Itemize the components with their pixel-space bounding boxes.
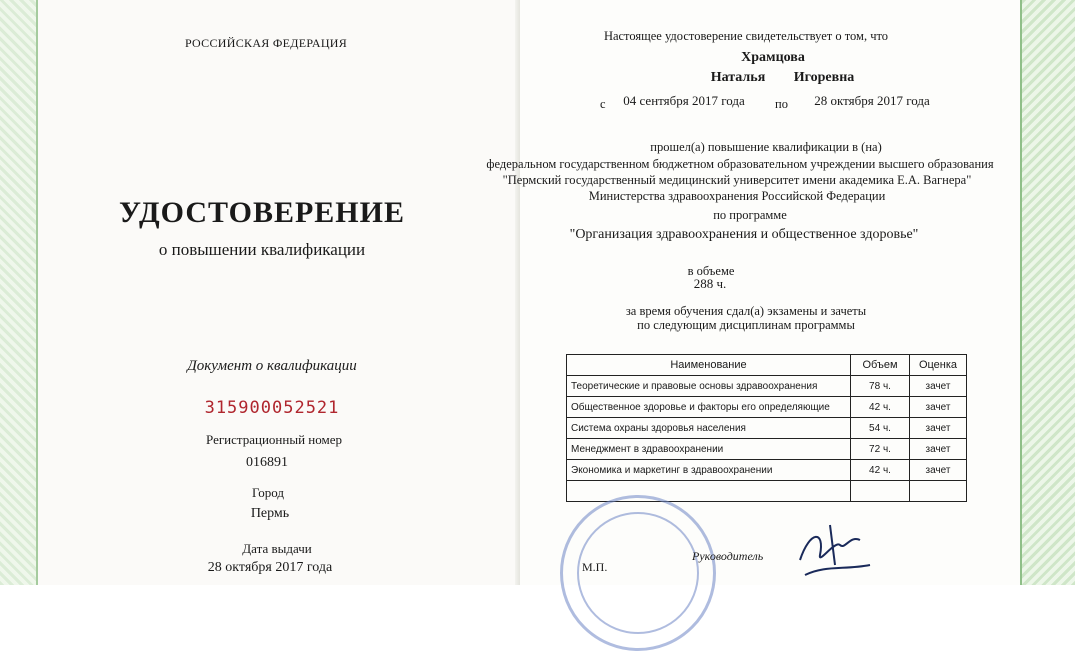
cell-volume: 42 ч. (851, 460, 910, 481)
issue-date-label: Дата выдачи (242, 541, 312, 556)
cell-name: Экономика и маркетинг в здравоохранении (567, 460, 851, 481)
cell-grade: зачет (910, 418, 967, 439)
patronymic: Игоревна (793, 70, 855, 85)
registration-number: 016891 (246, 455, 288, 470)
cell-name: Система охраны здоровья населения (567, 418, 851, 439)
org-line-1: федеральном государственном бюджетном образовательном учреждении высшего образования (486, 157, 994, 171)
registration-label: Регистрационный номер (206, 432, 342, 447)
cell-volume: 78 ч. (851, 376, 910, 397)
document-title: УДОСТОВЕРЕНИЕ (119, 196, 405, 229)
from-label: с (600, 97, 606, 111)
exams-line-1: за время обучения сдал(а) экзамены и зачеты (625, 304, 867, 318)
table-row (567, 460, 967, 481)
first-name: Наталья (710, 70, 766, 85)
exams-line-2: по следующим дисциплинам программы (637, 318, 855, 332)
passed-text: прошел(а) повышение квалификации в (на) (650, 140, 882, 154)
cell-name: Теоретические и правовые основы здравоохранения (567, 376, 851, 397)
cell-grade: зачет (910, 439, 967, 460)
country-name: РОССИЙСКАЯ ФЕДЕРАЦИЯ (184, 36, 348, 50)
cell-name (567, 481, 851, 502)
document-number: 315900052521 (204, 398, 340, 418)
header-name: Наименование (567, 355, 851, 376)
volume-label: в объеме (687, 264, 735, 278)
org-line-3: Министерства здравоохранения Российской Федерации (588, 189, 886, 203)
mp-label: М.П. (582, 560, 608, 574)
org-line-2: "Пермский государственный медицинский университет имени академика Е.А. Вагнера" (502, 173, 972, 187)
intro-text: Настоящее удостоверение свидетельствует о том, что (603, 29, 889, 43)
table-header-row (567, 355, 967, 376)
program-label: по программе (713, 208, 787, 222)
cell-volume (851, 481, 910, 502)
cell-grade: зачет (910, 460, 967, 481)
left-border-ornament (0, 0, 38, 585)
head-label: Руководитель (692, 549, 764, 563)
header-volume: Объем (851, 355, 910, 376)
cell-grade (910, 481, 967, 502)
cell-volume: 42 ч. (851, 397, 910, 418)
table-row (567, 376, 967, 397)
cell-volume: 72 ч. (851, 439, 910, 460)
surname: Храмцова (741, 50, 805, 65)
document-type: Документ о квалификации (187, 358, 357, 374)
right-border-ornament (1020, 0, 1075, 585)
to-date: 28 октября 2017 года (814, 93, 930, 108)
to-label: по (775, 97, 788, 111)
disciplines-table (566, 354, 967, 502)
cell-grade: зачет (910, 397, 967, 418)
program-name: "Организация здравоохранения и общественное здоровье" (569, 227, 919, 242)
cell-name: Менеджмент в здравоохранении (567, 439, 851, 460)
table-row (567, 439, 967, 460)
signature-icon (790, 520, 880, 580)
header-grade: Оценка (910, 355, 967, 376)
cell-grade: зачет (910, 376, 967, 397)
cell-name: Общественное здоровье и факторы его определяющие (567, 397, 851, 418)
document-subtitle: о повышении квалификации (158, 240, 366, 259)
cell-volume: 54 ч. (851, 418, 910, 439)
city-value: Пермь (250, 506, 290, 521)
issue-date-value: 28 октября 2017 года (207, 560, 333, 575)
table-row (567, 418, 967, 439)
volume-value: 288 ч. (693, 276, 727, 291)
city-label: Город (251, 485, 285, 500)
table-row (567, 397, 967, 418)
left-page (0, 0, 520, 585)
from-date: 04 сентября 2017 года (623, 93, 745, 108)
